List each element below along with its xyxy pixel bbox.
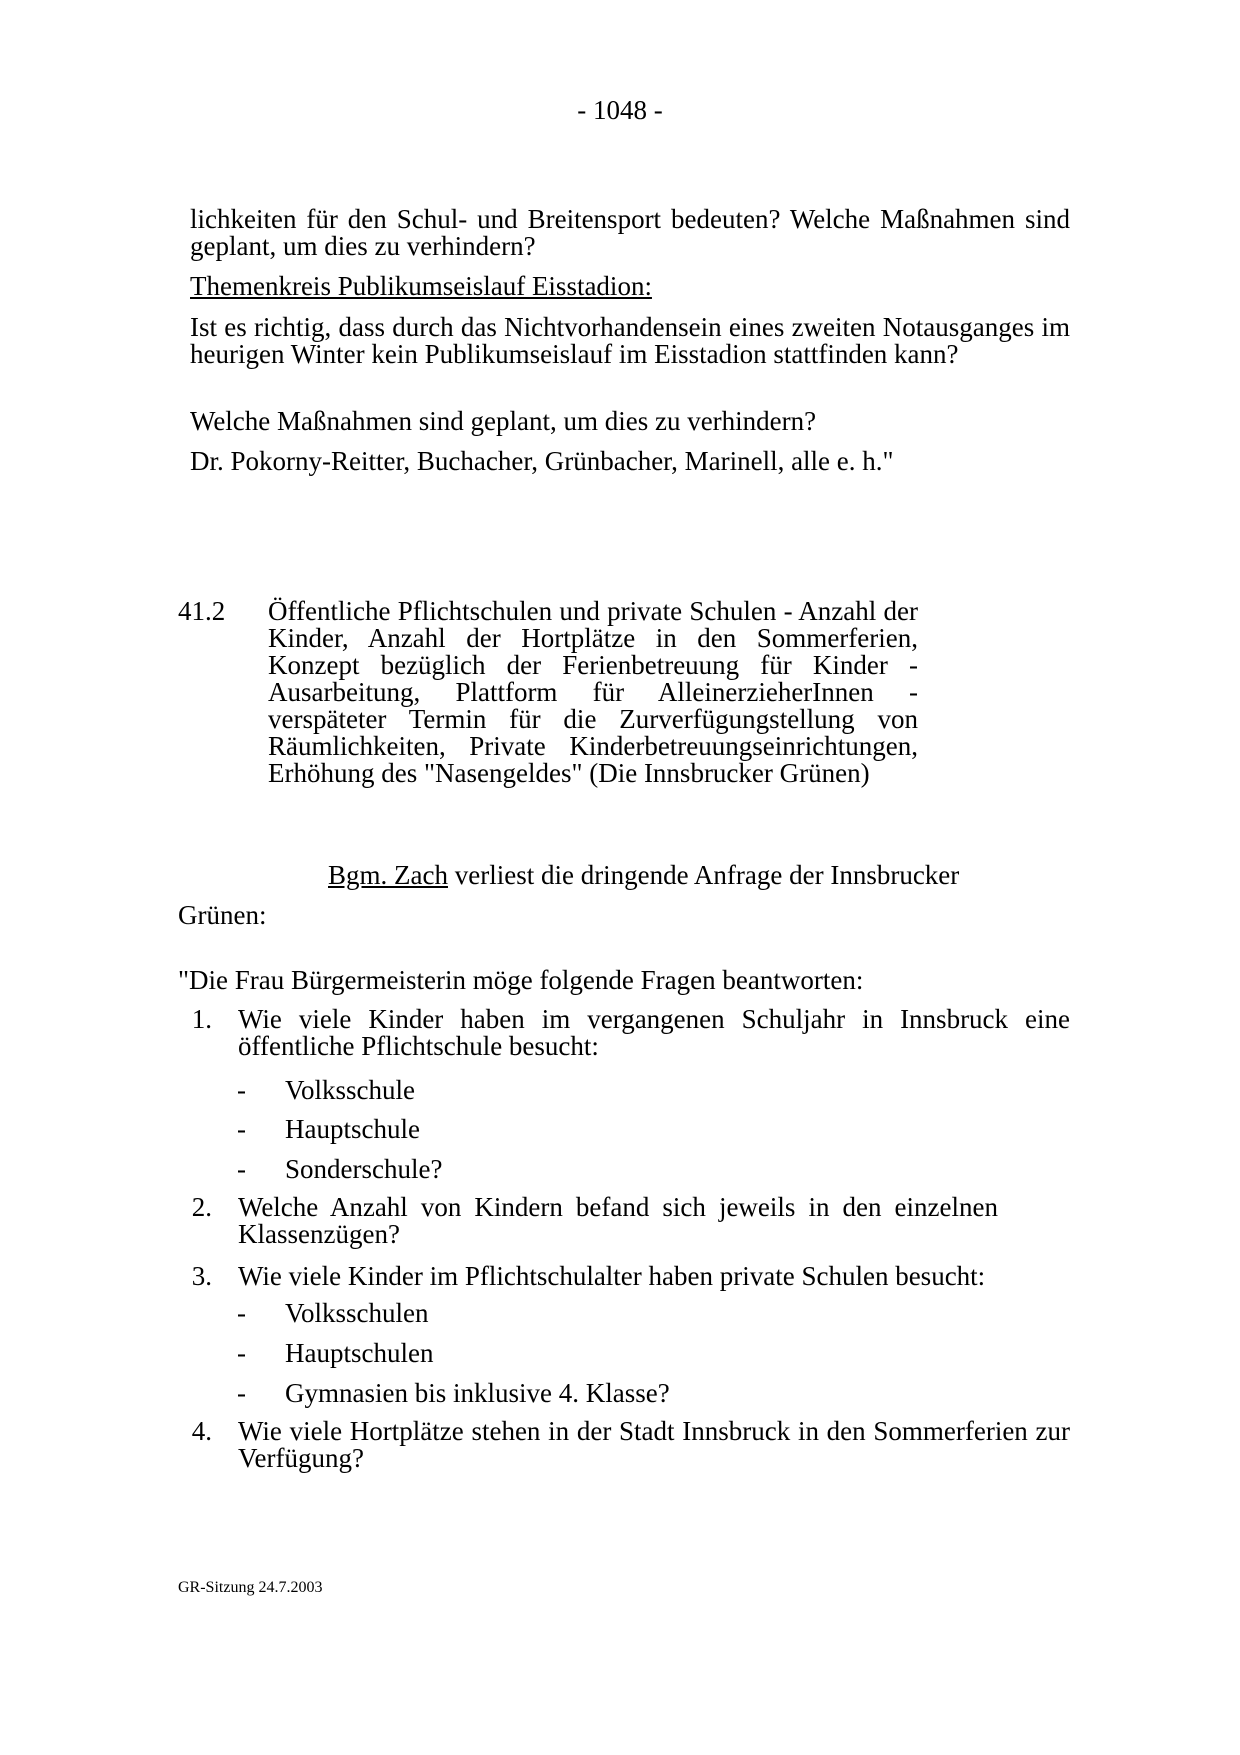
question-number: 3. <box>191 1261 212 1291</box>
intro-line <box>328 859 959 891</box>
page-number: - 1048 - <box>577 95 663 125</box>
list-dash: - <box>237 1154 246 1184</box>
question-text: Wie viele Kinder im Pflichtschulalter haben private Schulen besucht: <box>238 1261 986 1291</box>
list-item: Volksschulen <box>285 1298 429 1328</box>
list-item: Hauptschule <box>285 1114 420 1144</box>
measures-question: Welche Maßnahmen sind geplant, um dies zu verhindern? <box>190 406 817 436</box>
list-dash: - <box>237 1114 246 1144</box>
list-dash: - <box>237 1075 246 1105</box>
intro-text: verliest die dringende Anfrage der Innsbrucker <box>447 860 960 890</box>
list-dash: - <box>237 1338 246 1368</box>
topic-question: Ist es richtig, dass durch das Nichtvorhandensein eines zweiten Notausganges im heurigen Winter kein Publikumseislauf im Eisstadion stattfinden kann? <box>190 312 1070 369</box>
list-item: Hauptschulen <box>285 1338 434 1368</box>
question-text: Wie viele Hortplätze stehen in der Stadt Innsbruck in den Sommerferien zur Verfügung? <box>238 1416 1070 1473</box>
question-number: 2. <box>191 1192 212 1222</box>
signatories: Dr. Pokorny-Reitter, Buchacher, Grünbacher, Marinell, alle e. h." <box>190 446 894 476</box>
question-number: 4. <box>191 1416 212 1446</box>
section-number: 41.2 <box>178 596 226 626</box>
topic-heading: Themenkreis Publikumseislauf Eisstadion: <box>190 271 652 301</box>
intro-continued: Grünen: <box>178 900 267 930</box>
footer: GR-Sitzung 24.7.2003 <box>178 1579 323 1596</box>
list-dash: - <box>237 1298 246 1328</box>
speaker-name: Bgm. Zach <box>328 860 448 890</box>
question-number: 1. <box>191 1004 212 1034</box>
list-item: Sonderschule? <box>285 1154 443 1184</box>
list-dash: - <box>237 1378 246 1408</box>
question-text: Wie viele Kinder haben im vergangenen Schuljahr in Innsbruck eine öffentliche Pflichtschule besucht: <box>238 1004 1070 1061</box>
continuation-paragraph: lichkeiten für den Schul- und Breitensport bedeuten? Welche Maßnahmen sind geplant, um dies zu verhindern? <box>190 204 1070 261</box>
section-title: Öffentliche Pflichtschulen und private Schulen - Anzahl der Kinder, Anzahl der Hortplätze in den Sommerferien, Konzept bezüglich der Ferienbetreuung für Kinder - Ausarbeitung, Plattform für AlleinerzieherInnen - verspäteter Termin für die Zurverfügungstellung von Räumlichkeiten, Private Kinderbetreuungseinrichtungen, Erhöhung des "Nasengeldes" (Die Innsbrucker Grünen) <box>268 596 918 788</box>
question-text: Welche Anzahl von Kindern befand sich jeweils in den einzelnen Klassenzügen? <box>238 1192 998 1249</box>
request-opening: "Die Frau Bürgermeisterin möge folgende Fragen beantworten: <box>178 965 864 995</box>
list-item: Gymnasien bis inklusive 4. Klasse? <box>285 1378 670 1408</box>
list-item: Volksschule <box>285 1075 416 1105</box>
